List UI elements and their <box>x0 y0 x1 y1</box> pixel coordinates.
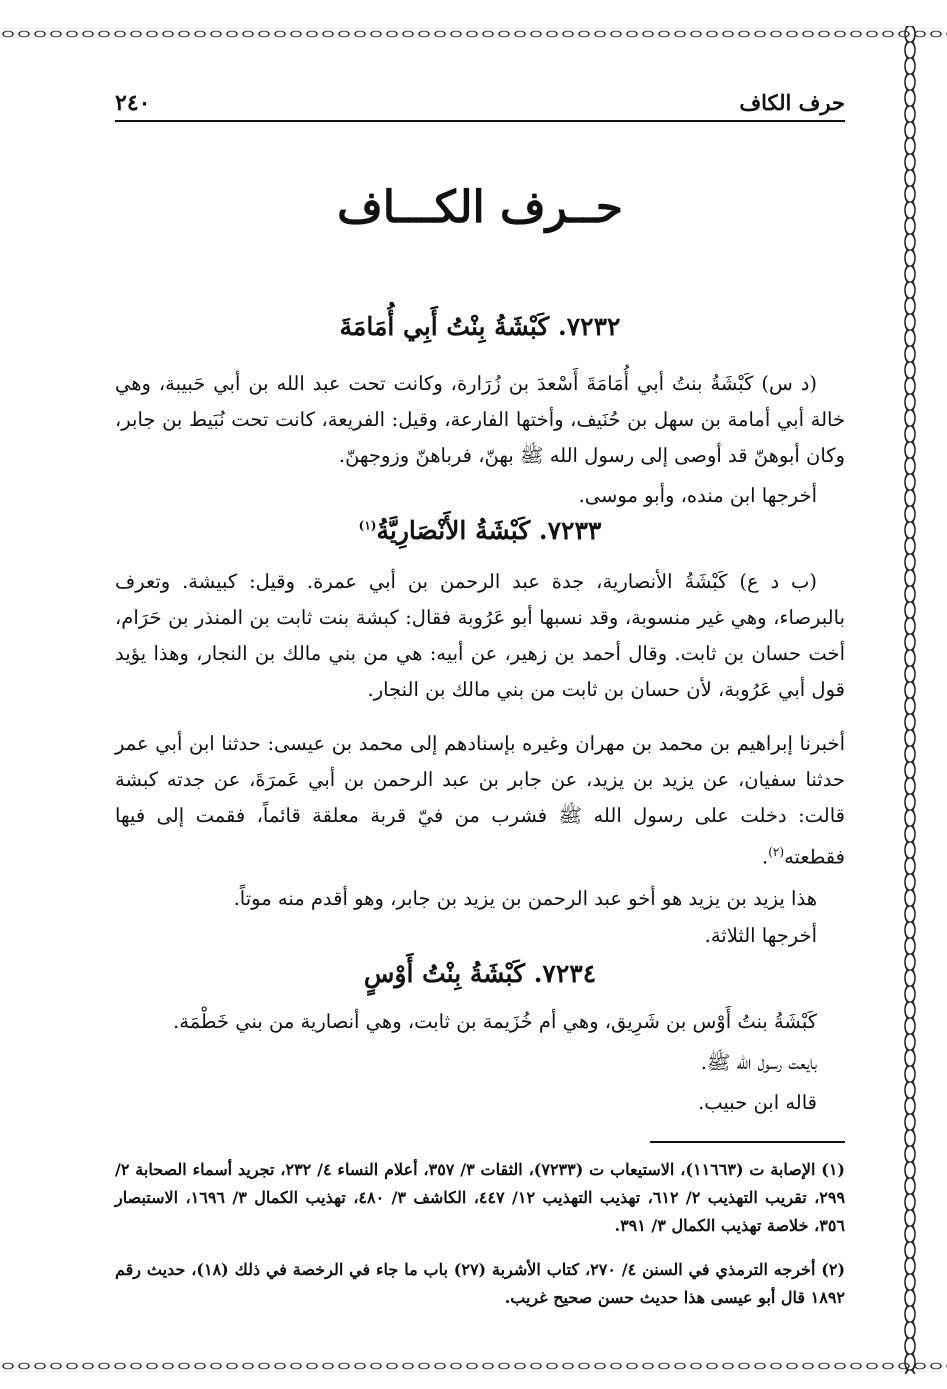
footnote-separator <box>650 1141 845 1143</box>
page-number: ٢٤٠ <box>115 90 151 116</box>
footnote: (١) الإصابة ت (١١٦٦٣)، الاستيعاب ت (٧٢٣٣)، الثقات ٣/ ٣٥٧، أعلام النساء ٤/ ٢٣٢، تجريد أسماء الصحابة ٢/ ٢٩٩، تقريب التهذيب ٢/ ٦١٢، تهذيب التهذيب ١٢/ ٤٤٧، الكاشف ٣/ ٤٨٠، تهذيب الكمال ٣/ ١٦٩٦، الاستبصار ٣٥٦، خلاصة تهذيب الكمال ٣/ ٣٩١. <box>115 1160 846 1235</box>
chain-border-right <box>902 26 918 1374</box>
entry-paragraph-isnad: أخبرنا إبراهيم بن محمد بن مهران وغيره بإسنادهم إلى محمد بن عيسى: حدثنا ابن أبي عمر حدثنا سفيان، عن يزيد بن يزيد، عن جابر بن عبد الرحمن بن أبي عَمرَةَ، عن جدته كبشة قالت: دخلت على رسول الله ﷺ فشرب من فيّ قربة معلقة قائماً، فقمت إلى فيها فقطعته$^{(٢)}$. <box>115 732 845 869</box>
chain-border-bottom <box>0 1358 947 1374</box>
entry-paragraph: (د س) كَبْشَةُ بنتُ أبي أُمَامَةَ أَسْعدَ بن زُرَارة، وكانت تحت عبد الله بن أبي حَبيبة، وهي خالة أبي أمامة بن سهل بن حُنَيف، وأختها الفارعة، وقيل: الفريعة، كانت تحت نُبَيط بن جابر، وكان أبوهنّ قد أوصى إلى رسول الله ﷺ بهنّ، فرباهنّ وزوجهنّ. <box>115 372 845 467</box>
isnad-text: أخبرنا إبراهيم بن محمد بن مهران وغيره بإسنادهم إلى محمد بن عيسى: حدثنا ابن أبي عمر حدثنا سفيان، عن يزيد بن يزيد، عن جابر بن عبد الرحمن بن أبي عَمرَةَ، عن جدته كبشة قالت: دخلت على رسول الله ﷺ فشرب من فيّ قربة معلقة قائماً، فقمت إلى فيها فقطعته <box>115 732 845 869</box>
entry-note: قاله ابن حبيب. <box>698 1091 817 1114</box>
entry-note: أخرجها الثلاثة. <box>704 924 817 947</box>
footnote-ref: (٢) <box>768 845 785 859</box>
entry-heading <box>115 516 845 545</box>
entry-note: بايعت رسول الله ﷺ. <box>700 1051 817 1074</box>
running-head-chapter: حرف الكاف <box>739 90 845 115</box>
entry-paragraph: كَبْشَةُ بنتُ أَوْس بن شَرِيق، وهي أم خُزَيمة بن ثابت، وهي أنصارية من بني خَطْمَة. <box>173 1010 817 1033</box>
book-page <box>115 44 845 1344</box>
chain-border-top <box>0 26 947 42</box>
running-head <box>115 90 845 122</box>
footnote-ref: (١) <box>358 518 377 533</box>
chapter-title: حــرف الكـــاف <box>337 182 623 233</box>
entry-heading: ٧٢٣٤. كَبْشَةُ بِنْتُ أَوْسٍ <box>363 959 597 988</box>
entry-note: هذا يزيد بن يزيد هو أخو عبد الرحمن بن يزيد بن جابر، وهو أقدم منه موتاً. <box>233 887 817 910</box>
entry-heading: ٧٢٣٢. كَبْشَةُ بِنْتُ أَبِي أُمَامَةَ <box>339 312 621 341</box>
entry-heading-text: ٧٢٣٣. كَبْشَةُ الأَنْصَارِيَّةُ <box>376 516 602 545</box>
entry-paragraph: (ب د ع) كَبْشَةُ الأنصارية، جدة عبد الرحمن بن أبي عمرة. وقيل: كبيشة. وتعرف بالبرصاء، وهي غير منسوبة، وقد نسبها أبو عَرُوبة فقال: كبشة بنت ثابت بن المنذر بن حَرَام، أخت حسان بن ثابت. وقال أحمد بن زهير، عن أبيه: هي من بني مالك بن النجار، وهذا يؤيد قول أبي عَرُوبة، لأن حسان بن ثابت من بني مالك بن النجار. <box>115 570 845 701</box>
entry-note: أخرجها ابن منده، وأبو موسى. <box>578 484 817 507</box>
footnote: (٢) أخرجه الترمذي في السنن ٤/ ٢٧٠، كتاب الأشربة (٢٧) باب ما جاء في الرخصة في ذلك (١٨)، حديث رقم ١٨٩٢ قال أبو عيسى هذا حديث حسن صحيح غريب. <box>115 1260 846 1307</box>
